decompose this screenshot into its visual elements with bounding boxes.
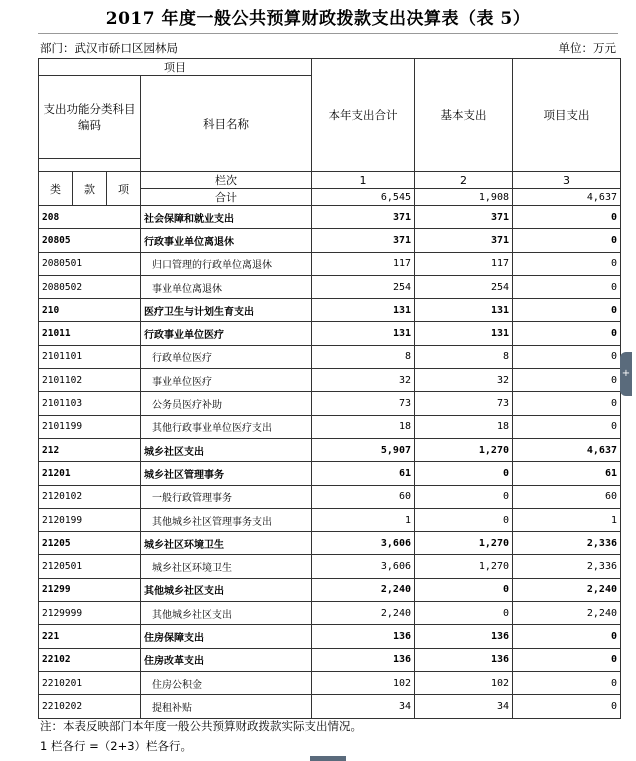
row-basic: 1,270: [415, 555, 513, 578]
row-basic: 254: [415, 275, 513, 298]
row-code: 2120199: [39, 508, 141, 531]
row-name-text: 城乡社区支出: [144, 446, 204, 458]
row-project: 0: [513, 392, 621, 415]
table-row: [39, 415, 621, 438]
row-code: 21299: [39, 578, 141, 601]
header-col-1: 1: [312, 172, 415, 189]
row-project: 0: [513, 369, 621, 392]
row-code: 2101102: [39, 369, 141, 392]
row-total: 371: [312, 229, 415, 252]
row-project: 0: [513, 299, 621, 322]
row-code: 20805: [39, 229, 141, 252]
table-row: [39, 695, 621, 718]
table-row: [39, 252, 621, 275]
row-total: 102: [312, 671, 415, 694]
row-name: [141, 275, 312, 298]
unit-label: 单位：万元: [558, 41, 616, 55]
row-name: [141, 438, 312, 461]
row-project: 0: [513, 345, 621, 368]
total-basic: 1,908: [415, 189, 513, 206]
row-name: [141, 252, 312, 275]
header-kuan: 款: [73, 172, 107, 206]
row-total: 60: [312, 485, 415, 508]
row-name: [141, 671, 312, 694]
row-name: [141, 508, 312, 531]
table-row: [39, 462, 621, 485]
row-name-text: 其他城乡社区管理事务支出: [152, 516, 272, 528]
row-name: [141, 578, 312, 601]
row-code: 22102: [39, 648, 141, 671]
row-name: [141, 485, 312, 508]
row-code: 221: [39, 625, 141, 648]
row-total: 5,907: [312, 438, 415, 461]
table-row: [39, 322, 621, 345]
row-basic: 1,270: [415, 532, 513, 555]
row-total: 136: [312, 625, 415, 648]
row-code: 2129999: [39, 602, 141, 625]
row-total: 3,606: [312, 532, 415, 555]
row-project: 61: [513, 462, 621, 485]
row-project: 0: [513, 671, 621, 694]
footnote-1: 注：本表反映部门本年度一般公共预算财政拨款实际支出情况。: [40, 719, 362, 733]
row-basic: 34: [415, 695, 513, 718]
row-name: [141, 345, 312, 368]
table-row: [39, 392, 621, 415]
row-total: 32: [312, 369, 415, 392]
row-code: 2210201: [39, 671, 141, 694]
row-name-text: 住房保障支出: [144, 632, 204, 644]
row-name-text: 城乡社区环境卫生: [152, 563, 232, 575]
table-row: [39, 555, 621, 578]
row-project: 4,637: [513, 438, 621, 461]
row-total: 1: [312, 508, 415, 531]
row-total: 18: [312, 415, 415, 438]
row-code: 21011: [39, 322, 141, 345]
row-code: 2080502: [39, 275, 141, 298]
row-name: [141, 695, 312, 718]
row-basic: 136: [415, 625, 513, 648]
row-name-text: 行政事业单位医疗: [144, 330, 224, 342]
row-basic: 0: [415, 508, 513, 531]
row-basic: 18: [415, 415, 513, 438]
header-basic: 基本支出: [415, 59, 513, 172]
row-name-text: 行政事业单位离退休: [144, 236, 234, 248]
row-total: 117: [312, 252, 415, 275]
header-project-expense: 项目支出: [513, 59, 621, 172]
row-basic: 371: [415, 229, 513, 252]
row-basic: 131: [415, 299, 513, 322]
table-row: [39, 229, 621, 252]
row-name-text: 提租补贴: [152, 702, 192, 714]
row-name: [141, 206, 312, 229]
row-basic: 102: [415, 671, 513, 694]
table-row: [39, 671, 621, 694]
row-project: 0: [513, 695, 621, 718]
table-row: [39, 532, 621, 555]
table-row: [39, 275, 621, 298]
row-project: 2,336: [513, 532, 621, 555]
row-basic: 0: [415, 462, 513, 485]
header-col-2: 2: [415, 172, 513, 189]
header-heji: 合计: [141, 189, 312, 206]
row-name-text: 住房公积金: [152, 679, 202, 691]
plus-icon[interactable]: +: [620, 352, 632, 396]
table-row: [39, 648, 621, 671]
row-total: 34: [312, 695, 415, 718]
row-total: 131: [312, 299, 415, 322]
department-label: 部门：武汉市硚口区园林局: [40, 41, 178, 55]
table-row: [39, 625, 621, 648]
header-func-code: 支出功能分类科目编码: [39, 76, 141, 159]
row-project: 2,240: [513, 578, 621, 601]
title-divider: [38, 33, 618, 34]
row-name-text: 城乡社区管理事务: [144, 469, 224, 481]
row-name-text: 其他行政事业单位医疗支出: [152, 423, 272, 435]
row-project: 0: [513, 415, 621, 438]
row-name-text: 社会保障和就业支出: [144, 213, 234, 225]
row-project: 60: [513, 485, 621, 508]
row-basic: 0: [415, 602, 513, 625]
row-name-text: 事业单位医疗: [152, 376, 212, 388]
row-code: 2080501: [39, 252, 141, 275]
row-total: 3,606: [312, 555, 415, 578]
row-total: 371: [312, 206, 415, 229]
row-total: 8: [312, 345, 415, 368]
table-row: [39, 485, 621, 508]
row-name: [141, 555, 312, 578]
row-code: 21205: [39, 532, 141, 555]
row-name: [141, 462, 312, 485]
total-project: 4,637: [513, 189, 621, 206]
table-row: [39, 206, 621, 229]
row-code: 2101101: [39, 345, 141, 368]
row-basic: 1,270: [415, 438, 513, 461]
row-code: 2120102: [39, 485, 141, 508]
row-project: 0: [513, 625, 621, 648]
row-basic: 32: [415, 369, 513, 392]
table-row: [39, 438, 621, 461]
row-total: 254: [312, 275, 415, 298]
row-name-text: 城乡社区环境卫生: [144, 539, 224, 551]
row-project: 1: [513, 508, 621, 531]
table-row: [39, 602, 621, 625]
row-project: 2,336: [513, 555, 621, 578]
row-code: 208: [39, 206, 141, 229]
row-name-text: 一般行政管理事务: [152, 493, 232, 505]
row-code: 210: [39, 299, 141, 322]
row-code: 2101199: [39, 415, 141, 438]
row-basic: 371: [415, 206, 513, 229]
row-total: 73: [312, 392, 415, 415]
table-row: [39, 369, 621, 392]
table-row: [39, 299, 621, 322]
expenditure-table: [38, 58, 621, 719]
row-name-text: 其他城乡社区支出: [152, 609, 232, 621]
table-row: [39, 345, 621, 368]
row-total: 2,240: [312, 578, 415, 601]
row-code: 21201: [39, 462, 141, 485]
table-row: [39, 578, 621, 601]
row-name: [141, 322, 312, 345]
row-name-text: 归口管理的行政单位离退休: [152, 260, 272, 272]
row-name: [141, 648, 312, 671]
row-project: 0: [513, 275, 621, 298]
row-code: 2210202: [39, 695, 141, 718]
row-code: 2120501: [39, 555, 141, 578]
row-code: 212: [39, 438, 141, 461]
row-total: 61: [312, 462, 415, 485]
row-total: 131: [312, 322, 415, 345]
header-lei: 类: [39, 172, 73, 206]
row-project: 0: [513, 648, 621, 671]
row-project: 0: [513, 206, 621, 229]
row-name-text: 行政单位医疗: [152, 353, 212, 365]
row-name: [141, 229, 312, 252]
row-basic: 73: [415, 392, 513, 415]
row-name: [141, 415, 312, 438]
header-lanci: 栏次: [141, 172, 312, 189]
table-row: [39, 508, 621, 531]
footnote-2: 1 栏各行 =（2+3）栏各行。: [40, 739, 193, 753]
header-subject-name: 科目名称: [141, 76, 312, 172]
row-name: [141, 369, 312, 392]
row-basic: 0: [415, 578, 513, 601]
horizontal-scroll-thumb[interactable]: [310, 756, 346, 761]
row-project: 0: [513, 322, 621, 345]
row-project: 0: [513, 252, 621, 275]
row-name: [141, 602, 312, 625]
row-name: [141, 299, 312, 322]
row-name: [141, 532, 312, 555]
row-basic: 0: [415, 485, 513, 508]
row-name-text: 公务员医疗补助: [152, 400, 222, 412]
row-total: 2,240: [312, 602, 415, 625]
row-project: 0: [513, 229, 621, 252]
header-project: 项目: [39, 59, 312, 76]
row-code: 2101103: [39, 392, 141, 415]
row-basic: 131: [415, 322, 513, 345]
row-name: [141, 392, 312, 415]
row-name-text: 住房改革支出: [144, 656, 204, 668]
header-xiang: 项: [107, 172, 141, 206]
row-name-text: 其他城乡社区支出: [144, 586, 224, 598]
row-name-text: 事业单位离退休: [152, 283, 222, 295]
header-total: 本年支出合计: [312, 59, 415, 172]
row-project: 2,240: [513, 602, 621, 625]
row-basic: 136: [415, 648, 513, 671]
row-total: 136: [312, 648, 415, 671]
row-basic: 8: [415, 345, 513, 368]
row-name-text: 医疗卫生与计划生育支出: [144, 306, 254, 318]
row-basic: 117: [415, 252, 513, 275]
report-title: 2017 年度一般公共预算财政拨款支出决算表（表 5）: [105, 9, 531, 29]
row-name: [141, 625, 312, 648]
header-col-3: 3: [513, 172, 621, 189]
total-sum: 6,545: [312, 189, 415, 206]
